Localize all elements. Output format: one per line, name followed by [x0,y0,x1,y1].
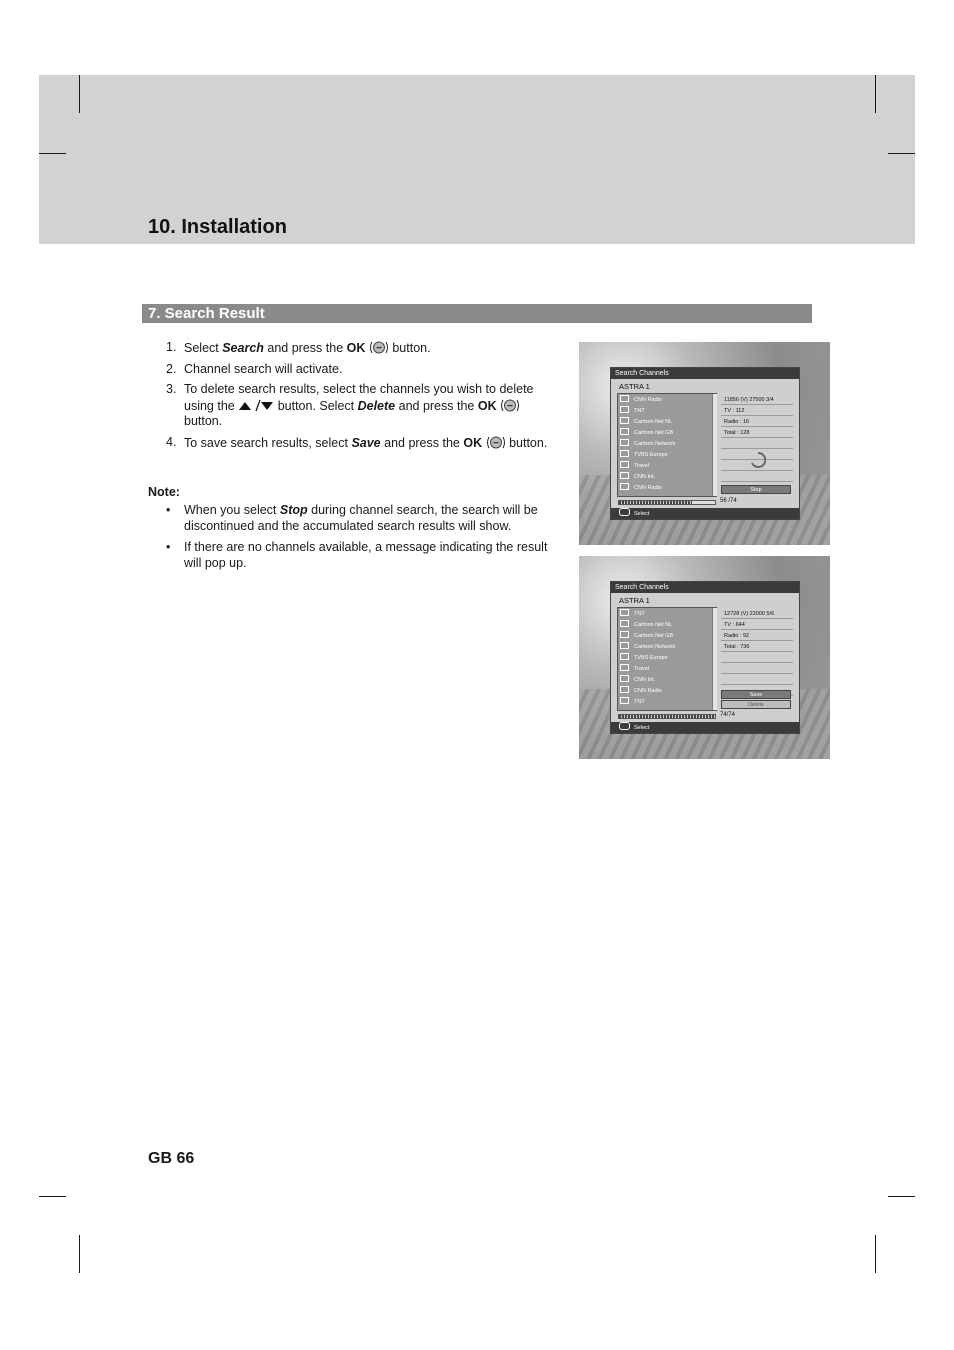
channel-row[interactable] [620,472,714,483]
channel-name: TVBS Europe [634,655,668,661]
empty-cell [721,653,793,663]
total-count: Total : 128 [721,428,793,438]
note-text: When you select [184,503,280,517]
tv-icon [620,664,629,671]
progress-bar [618,500,716,505]
ok-key-icon [619,722,630,730]
channel-row[interactable] [620,417,714,428]
tv-icon [620,428,629,435]
tv-icon [620,450,629,457]
frequency-info: 11856 (V) 27500 3/4 [721,395,793,405]
channel-name: Cartoon Net GB [634,430,674,436]
step-3 [148,382,550,430]
tv-icon [620,609,629,616]
scrollbar[interactable] [712,394,717,496]
crop-mark [875,75,876,113]
save-button[interactable]: Save [721,690,791,699]
channel-row[interactable] [620,686,714,697]
progress-fill [619,501,692,504]
ok-button-icon [500,398,520,413]
radio-count: Radio : 16 [721,417,793,427]
step-text: button. [184,414,223,428]
tv-icon [620,472,629,479]
ok-button-icon [486,435,506,450]
channel-name: CNN Int. [634,677,656,683]
channel-row[interactable] [620,450,714,461]
channel-name: Travel [634,666,650,672]
channel-row[interactable] [620,428,714,439]
osd-window [610,367,800,520]
step-text: button. [509,435,548,450]
tv-icon [620,406,629,413]
crop-mark [79,1235,80,1273]
scrollbar[interactable] [712,608,717,710]
delete-button[interactable]: Delete [721,700,791,709]
up-down-arrow-icon [238,399,274,412]
tv-icon [620,642,629,649]
channel-row[interactable] [620,609,714,620]
channel-list[interactable] [617,607,717,711]
channel-row[interactable] [620,620,714,631]
channel-row[interactable] [620,439,714,450]
step-1 [148,340,550,357]
radio-icon [620,686,629,693]
progress-count: 56 /74 [720,498,737,504]
tv-icon [620,675,629,682]
note-item [148,540,552,571]
satellite-name: ASTRA 1 [619,382,650,391]
crop-mark [79,75,80,113]
osd-footer [611,722,799,733]
channel-name: CNN Radio [634,688,662,694]
channel-row[interactable] [620,675,714,686]
step-text: and press the [395,398,478,413]
crop-mark [39,153,66,154]
crop-mark [875,1235,876,1273]
empty-cell [721,472,793,482]
radio-icon [620,483,629,490]
ok-button-icon [369,340,389,355]
osd-footer [611,508,799,519]
step-number: 3. [166,382,177,396]
channel-name: CNN Int. [634,474,656,480]
ok-label: OK [346,341,366,355]
empty-cell [721,664,793,674]
tv-icon [620,697,629,704]
radio-icon [620,395,629,402]
step-emphasis: Save [351,435,381,450]
step-text: To delete search results, select the channels you wish to delete using the [184,382,534,413]
osd-title: Search Channels [611,582,799,593]
footer-select-label: Select [634,725,650,731]
channel-row[interactable] [620,642,714,653]
step-number: 1. [166,340,177,354]
crop-mark [39,1196,66,1197]
total-count: Total : 736 [721,642,793,652]
step-emphasis: Search [222,341,264,355]
satellite-name: ASTRA 1 [619,596,650,605]
tv-icon [620,653,629,660]
progress-bar [618,714,716,719]
empty-cell [721,439,793,449]
page-number: GB 66 [148,1150,195,1167]
channel-row[interactable] [620,461,714,472]
osd-window [610,581,800,734]
ok-label: OK [463,435,483,450]
tv-icon [620,461,629,468]
bullet: • [166,503,171,517]
step-text: and press the [380,435,464,450]
footer-select-label: Select [634,511,650,517]
step-text: button. [392,341,431,355]
note-text: If there are no channels available, a message indicating the result will pop up. [184,540,548,570]
channel-row[interactable] [620,664,714,675]
crop-mark [888,153,915,154]
tv-icon [620,620,629,627]
channel-name: Cartoon Net NL [634,622,673,628]
channel-row[interactable] [620,631,714,642]
step-text: To save search results, select [184,435,352,450]
note-text: during channel search, the search will be discontinued and the accumulated search results will show. [184,503,538,533]
search-screen-1 [579,342,830,545]
channel-name: Cartoon Network [634,644,676,650]
empty-cell [721,675,793,685]
tv-icon [620,631,629,638]
step-emphasis: Delete [357,398,396,413]
progress-count: 74/74 [720,712,736,718]
channel-name: Travel [634,463,650,469]
search-screen-2 [579,556,830,759]
ok-label: OK [477,398,497,413]
channel-row[interactable] [620,483,714,494]
note-emphasis: Stop [279,503,308,517]
channel-list[interactable] [617,393,717,497]
channel-name: TNT [634,611,645,617]
stop-button[interactable]: Stop [721,485,791,494]
loading-spinner-icon [750,452,766,468]
step-2 [148,362,550,378]
channel-name: CNN Radio [634,397,662,403]
step-4 [148,435,550,452]
tv-icon [620,439,629,446]
progress-fill [619,715,715,718]
channel-name: Cartoon Net GB [634,633,674,639]
step-text: Select [184,341,223,355]
tv-count: TV : 644 [721,620,793,630]
frequency-info: 12728 (V) 22000 5/6 [721,609,793,619]
ok-key-icon [619,508,630,516]
bullet: • [166,540,171,554]
radio-count: Radio : 92 [721,631,793,641]
tv-icon [620,417,629,424]
step-text: and press the [263,341,347,355]
channel-row[interactable] [620,653,714,664]
steps-list [148,340,550,456]
channel-name: TVBS Europe [634,452,668,458]
channel-name: Cartoon Network [634,441,676,447]
channel-row[interactable] [620,406,714,417]
tv-count: TV : 112 [721,406,793,416]
step-number: 2. [166,361,177,376]
step-text: Channel search will activate. [184,361,343,376]
channel-name: TNT [634,408,645,414]
osd-title: Search Channels [611,368,799,379]
chapter-title: 10. Installation [148,216,287,238]
note-title: Note: [148,485,180,499]
channel-row[interactable] [620,395,714,406]
step-text: button. Select [274,398,358,413]
section-title: 7. Search Result [142,304,812,323]
channel-name: TNT [634,699,645,705]
channel-name: Cartoon Net NL [634,419,673,425]
channel-name: CNN Radio [634,485,662,491]
channel-row[interactable] [620,697,714,708]
note-item [148,503,552,534]
notes-list [148,503,552,577]
step-number: 4. [166,434,177,449]
crop-mark [888,1196,915,1197]
